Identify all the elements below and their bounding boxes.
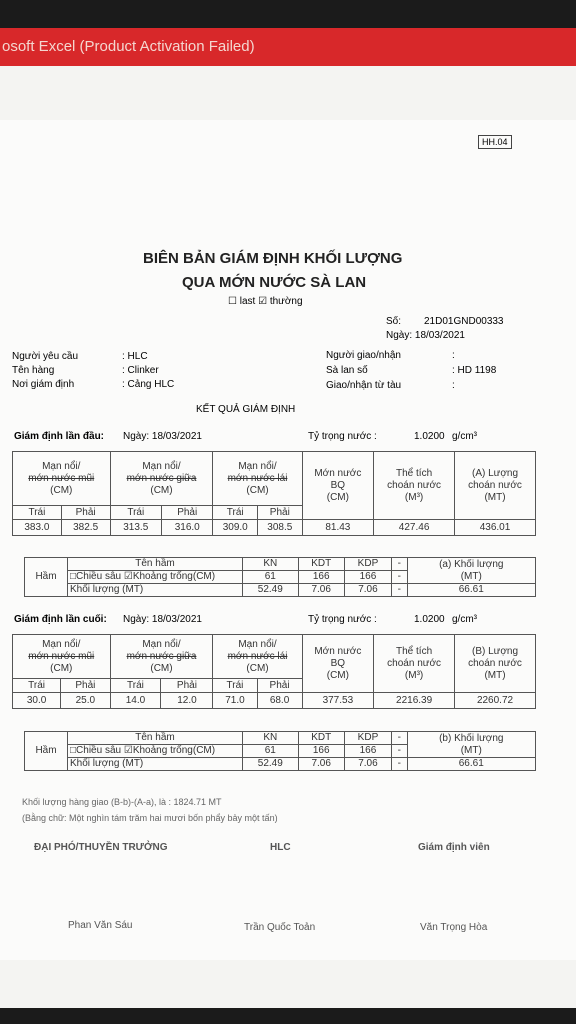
- depth-space-label: □Chiều sâu ☑Khoảng trống(CM): [68, 745, 243, 758]
- info-right-values: [452, 348, 496, 393]
- side-cell: Trái: [13, 679, 61, 693]
- value-cell: 7.06: [344, 758, 391, 771]
- side-cell: Trái: [13, 506, 62, 520]
- header-cell: Mớn nước BQ (CM): [302, 635, 374, 693]
- window-title: osoft Excel (Product Activation Failed): [2, 38, 255, 55]
- value-cell: 14.0: [110, 693, 161, 709]
- kdt-header: KDT: [298, 732, 344, 745]
- header-cell: Mạn nổi/ mớn nước lái (CM): [213, 452, 302, 506]
- side-cell: Phải: [61, 506, 110, 520]
- header-cell: Mớn nước BQ (CM): [302, 452, 374, 520]
- info-label: Sà lan số: [326, 365, 368, 376]
- so-label: Số:: [386, 316, 402, 327]
- value-cell: 7.06: [298, 584, 344, 597]
- value-cell: 427.46: [374, 520, 455, 536]
- kdt-header: KDT: [298, 558, 344, 571]
- value-cell: 383.0: [13, 520, 62, 536]
- value-cell: 166: [298, 571, 344, 584]
- side-cell: Trái: [213, 506, 258, 520]
- kdp-header: KDP: [344, 558, 391, 571]
- value-cell: -: [392, 571, 407, 584]
- value-cell: 7.06: [298, 758, 344, 771]
- last-hold-table: [24, 731, 536, 771]
- info-label: Giao/nhận từ tàu: [326, 380, 402, 391]
- info-label: Người yêu cầu: [12, 351, 79, 362]
- kdp-header: KDP: [344, 732, 391, 745]
- top-date: Ngày: 18/03/2021: [386, 330, 465, 341]
- first-density-unit: g/cm³: [452, 431, 477, 442]
- doc-title-line2: QUA MỚN NƯỚC SÀ LAN: [182, 274, 367, 291]
- signer-name: Văn Trọng Hòa: [420, 922, 488, 933]
- option-thuong-label: thường: [269, 296, 303, 307]
- depth-space-label: □Chiều sâu ☑Khoảng trống(CM): [68, 571, 243, 584]
- value-cell: 30.0: [13, 693, 61, 709]
- side-cell: Phải: [161, 506, 212, 520]
- info-left-values: [122, 350, 174, 392]
- info-value: : HD 1198: [452, 365, 497, 376]
- header-cell: Thể tích choán nước (M³): [374, 635, 455, 693]
- hold-name-header: Tên hầm: [68, 732, 243, 745]
- signer-title: Giám định viên: [418, 842, 490, 853]
- empty-cell: -: [392, 558, 407, 571]
- value-cell: 308.5: [258, 520, 303, 536]
- checkbox-checked-icon[interactable]: ☑: [258, 296, 268, 307]
- option-last-label: last: [239, 296, 256, 307]
- value-cell: 2260.72: [455, 693, 536, 709]
- empty-cell: -: [392, 732, 407, 745]
- value-cell: 382.5: [61, 520, 110, 536]
- value-cell: 68.0: [257, 693, 302, 709]
- header-cell: Mạn nổi/ mớn nước giữa (CM): [110, 452, 213, 506]
- value-cell: 81.43: [302, 520, 374, 536]
- value-cell: 166: [344, 571, 391, 584]
- signer-name: Trần Quốc Toản: [244, 922, 316, 933]
- value-cell: 52.49: [243, 758, 299, 771]
- mass-label: Khối lượng (MT): [68, 758, 243, 771]
- value-cell: 61: [243, 745, 299, 758]
- doc-title-line1: BIÊN BẢN GIÁM ĐỊNH KHỐI LƯỢNG: [143, 250, 403, 267]
- first-draft-table: [12, 451, 536, 536]
- value-cell: -: [392, 745, 407, 758]
- header-cell: Mạn nổi/ mớn nước mũi (CM): [13, 635, 111, 679]
- last-draft-table: [12, 634, 536, 709]
- excel-sheet-page: [0, 120, 576, 960]
- hold-label: Hầm: [25, 558, 68, 597]
- result-heading: KẾT QUẢ GIÁM ĐỊNH: [196, 404, 296, 415]
- header-cell: Mạn nổi/ mớn nước mũi (CM): [13, 452, 111, 506]
- info-value: : Cảng HLC: [122, 379, 175, 390]
- value-cell: 377.53: [302, 693, 374, 709]
- info-value: :: [452, 350, 455, 361]
- header-cell: Mạn nổi/ mớn nước giữa (CM): [110, 635, 213, 679]
- first-survey-label: Giám định lần đầu:: [14, 431, 105, 442]
- value-cell: 61: [243, 571, 299, 584]
- last-density-label: Tỷ trọng nước :: [308, 614, 377, 625]
- value-cell: 7.06: [344, 584, 391, 597]
- mass-label: Khối lượng (MT): [68, 584, 243, 597]
- kn-header: KN: [243, 558, 299, 571]
- first-density-value: 1.0200: [414, 431, 445, 442]
- value-cell: 12.0: [161, 693, 213, 709]
- kn-header: KN: [243, 732, 299, 745]
- side-cell: Trái: [213, 679, 257, 693]
- value-cell: -: [392, 758, 407, 771]
- option-row: [228, 296, 303, 307]
- header-cell: (B) Lượng choán nước (MT): [455, 635, 536, 693]
- value-cell: 25.0: [61, 693, 110, 709]
- value-cell: 71.0: [213, 693, 257, 709]
- info-value: :: [452, 380, 455, 391]
- info-right-labels: [326, 348, 401, 393]
- value-cell: 313.5: [110, 520, 161, 536]
- value-cell: 66.61: [407, 584, 535, 597]
- value-cell: 436.01: [455, 520, 536, 536]
- hold-mass-header: (b) Khối lượng (MT): [407, 732, 535, 758]
- last-density-unit: g/cm³: [452, 614, 477, 625]
- side-cell: Phải: [161, 679, 213, 693]
- side-cell: Trái: [110, 506, 161, 520]
- last-density-value: 1.0200: [414, 614, 445, 625]
- cargo-mass-line: Khối lượng hàng giao (B-b)-(A-a), là : 1824.71 MT: [22, 797, 222, 807]
- last-survey-date: Ngày: 18/03/2021: [123, 614, 202, 625]
- value-cell: 2216.39: [374, 693, 455, 709]
- info-value: : HLC: [122, 351, 148, 362]
- header-cell: Thể tích choán nước (M³): [374, 452, 455, 520]
- hold-name-header: Tên hầm: [68, 558, 243, 571]
- value-cell: 316.0: [161, 520, 212, 536]
- info-left-labels: [12, 350, 78, 392]
- side-cell: Trái: [110, 679, 161, 693]
- info-label: Người giao/nhận: [326, 350, 401, 361]
- so-value: 21D01GND00333: [424, 316, 504, 327]
- header-cell: (A) Lượng choán nước (MT): [455, 452, 536, 520]
- first-density-label: Tỷ trọng nước :: [308, 431, 377, 442]
- side-cell: Phải: [61, 679, 110, 693]
- value-cell: 166: [298, 745, 344, 758]
- side-cell: Phải: [258, 506, 303, 520]
- value-cell: 66.61: [407, 758, 535, 771]
- value-cell: 52.49: [243, 584, 299, 597]
- amount-in-words: (Bằng chữ: Một nghìn tám trăm hai mươi bốn phẩy bảy một tấn): [22, 813, 278, 823]
- last-survey-label: Giám định lần cuối:: [14, 614, 107, 625]
- value-cell: 166: [344, 745, 391, 758]
- info-value: : Clinker: [122, 365, 159, 376]
- first-survey-date: Ngày: 18/03/2021: [123, 431, 202, 442]
- form-code: HH.04: [478, 135, 512, 149]
- header-cell: Mạn nổi/ mớn nước lái (CM): [213, 635, 302, 679]
- info-label: Nơi giám định: [12, 379, 75, 390]
- side-cell: Phải: [257, 679, 302, 693]
- signer-title: ĐẠI PHÓ/THUYỀN TRƯỞNG: [34, 842, 168, 853]
- hold-mass-header: (a) Khối lượng (MT): [407, 558, 535, 584]
- hold-label: Hầm: [25, 732, 68, 771]
- signer-title: HLC: [270, 842, 291, 853]
- first-hold-table: [24, 557, 536, 597]
- signer-name: Phan Văn Sáu: [68, 920, 133, 931]
- info-label: Tên hàng: [12, 365, 55, 376]
- value-cell: -: [392, 584, 407, 597]
- value-cell: 309.0: [213, 520, 258, 536]
- window-title-bar: [0, 28, 576, 66]
- checkbox-empty-icon[interactable]: ☐: [228, 296, 237, 307]
